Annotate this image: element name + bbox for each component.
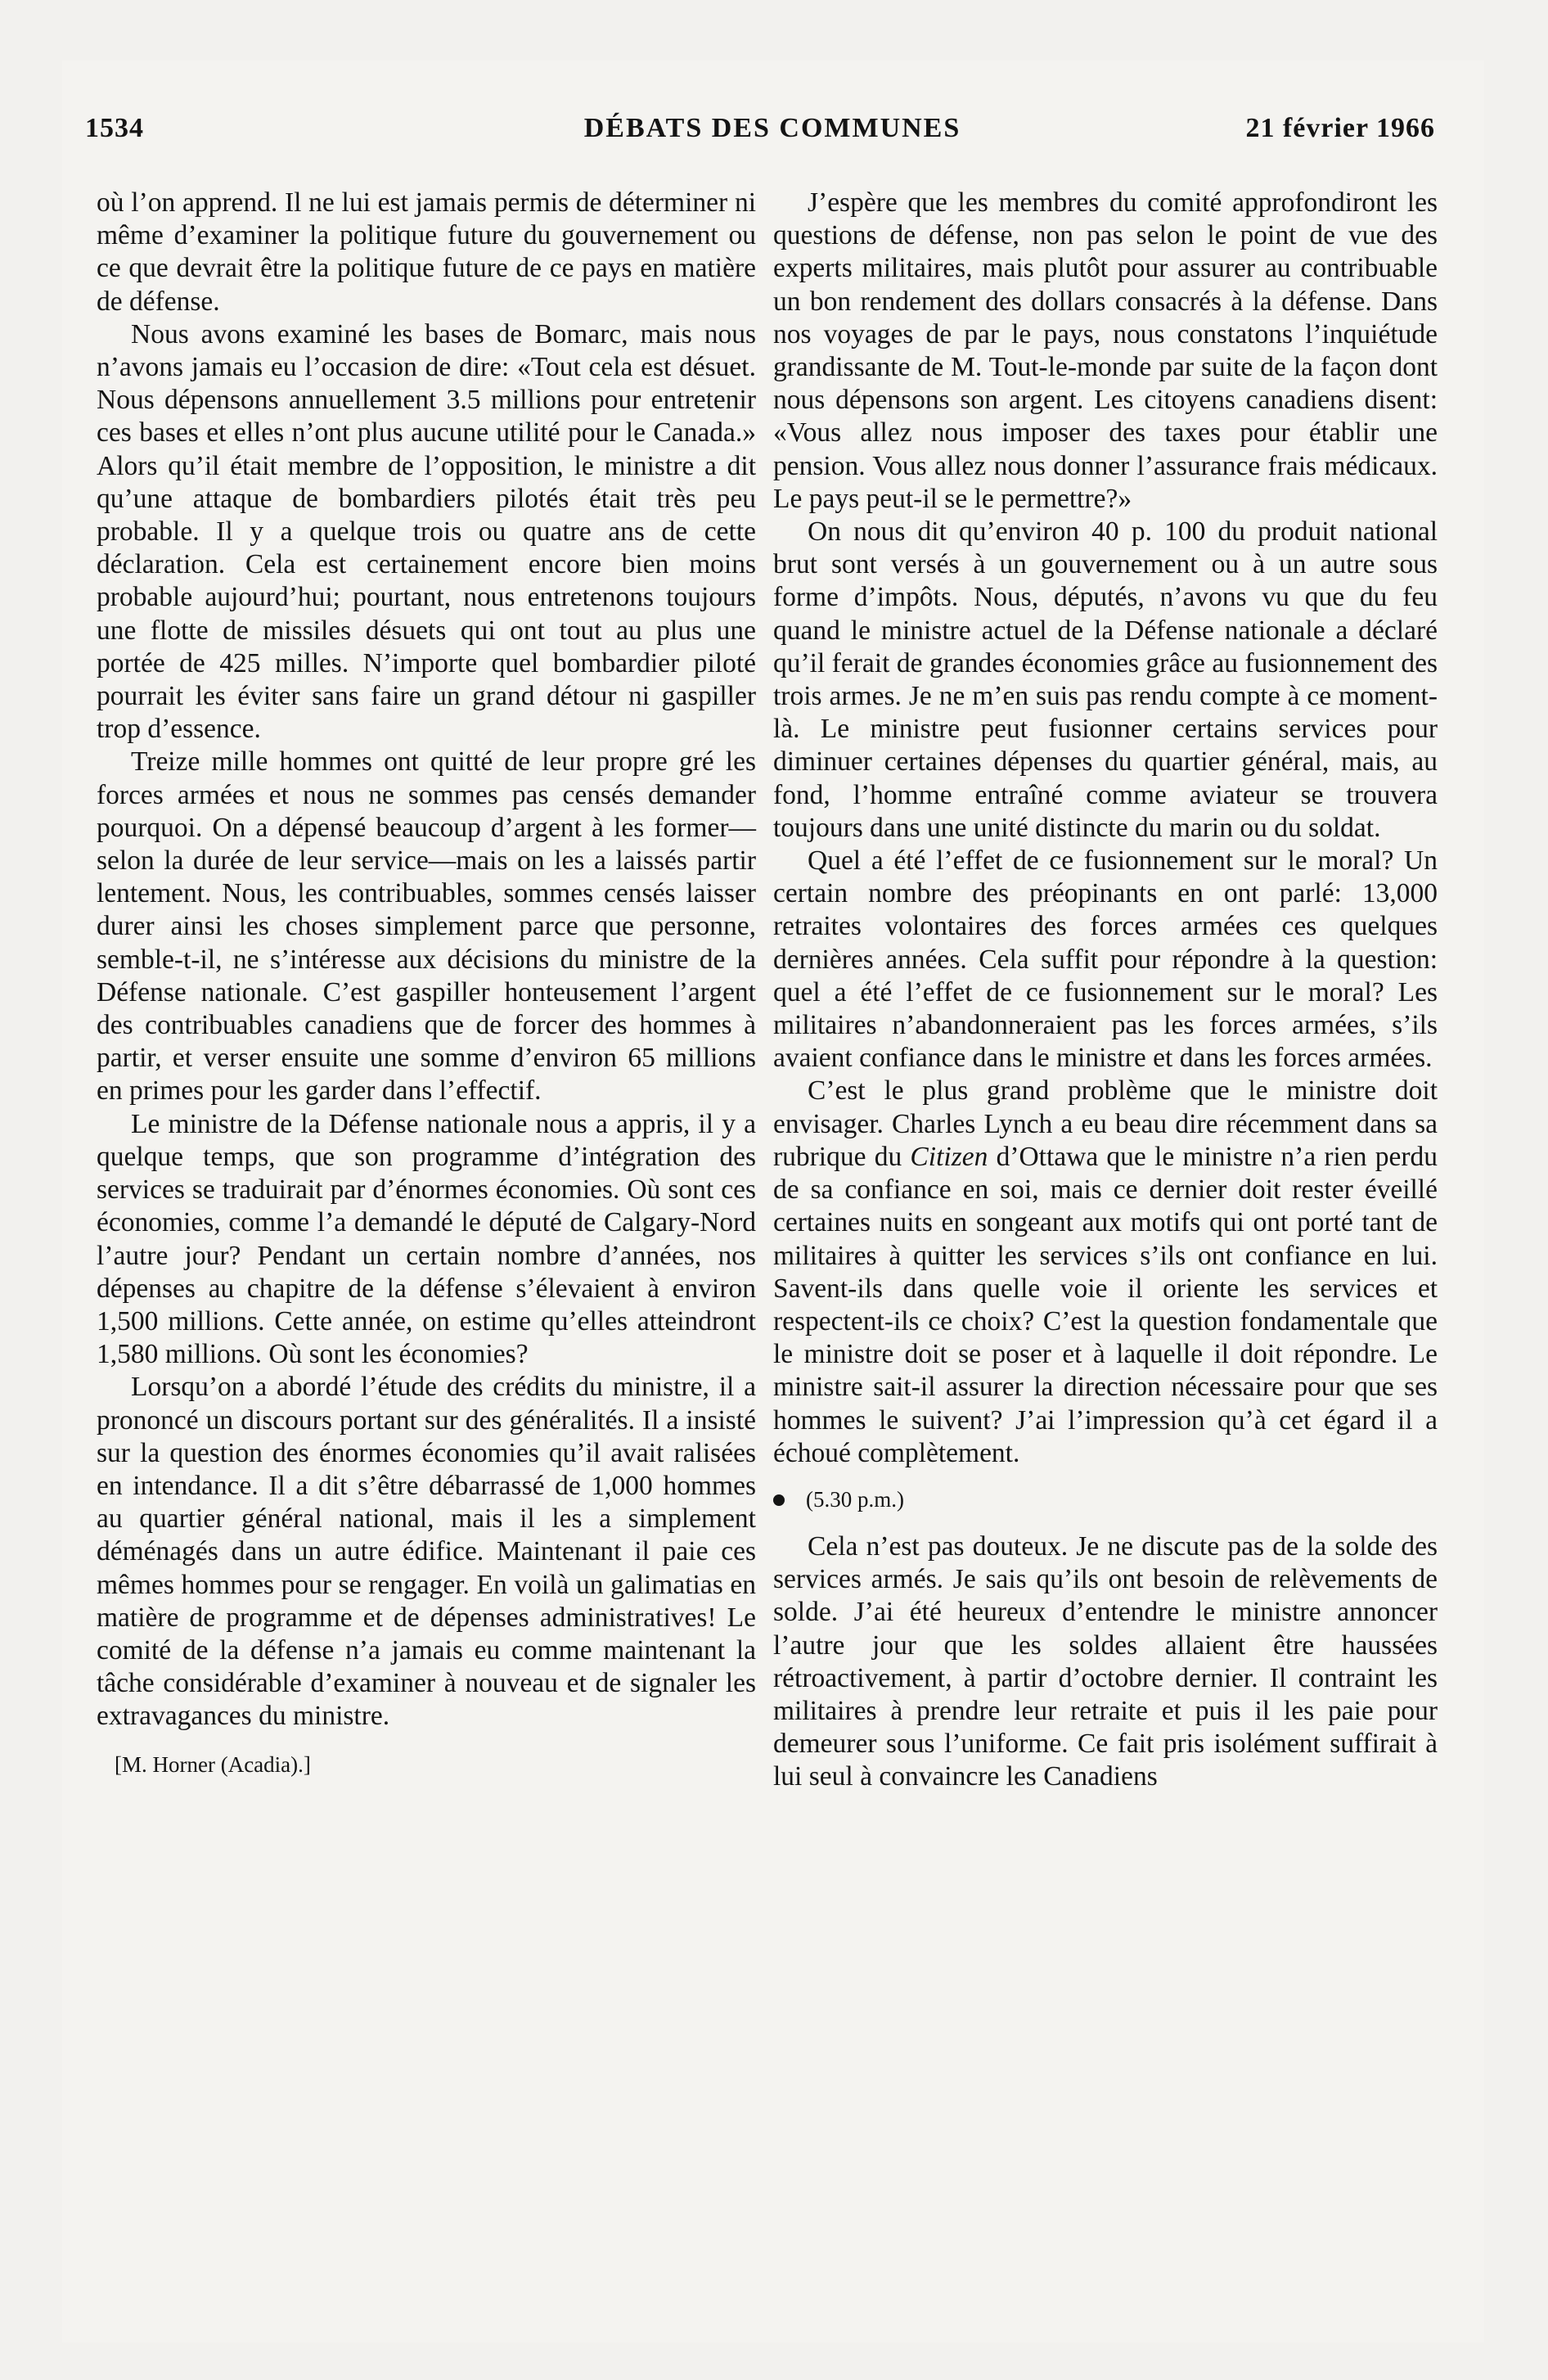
page-date: 21 février 1966 (1245, 113, 1435, 143)
paragraph: Le ministre de la Défense nationale nous a appris, il y a quelque temps, que son programme d’intégration des services se traduirait par d’énormes économies. Où sont ces économies, comme l’a demandé le député de Calgary-Nord l’autre jour? Pendant un certain nombre d’années, nos dépenses au chapitre de la défense s’élevaient à environ 1,500 millions. Cette année, on estime qu’elles atteindront 1,580 millions. Où sont les économies? (97, 1108, 756, 1370)
running-head (85, 113, 1435, 159)
paragraph: Nous avons examiné les bases de Bomarc, mais nous n’avons jamais eu l’occasion de dire: «Tout cela est désuet. Nous dépensons annuellement 3.5 millions pour entretenir ces bases et elles n’ont plus aucune utilité pour le Canada.» Alors qu’il était membre de l’opposition, le ministre a dit qu’une attaque de bombardiers pilotés était très peu probable. Il y a quelque trois ou quatre ans de cette déclaration. Cela est certainement encore bien moins probable aujourd’hui; pourtant, nous entretenons toujours une flotte de missiles désuets qui ont tout au plus une portée de 425 milles. N’importe quel bombardier piloté pourrait les éviter sans faire un grand détour ni gaspiller trop d’essence. (97, 318, 756, 745)
paragraph-text: C’est le plus grand problème que le ministre doit envisager. Charles Lynch a eu beau dire récemment dans sa rubrique du (773, 1075, 1438, 1172)
paragraph: Quel a été l’effet de ce fusionnement sur le moral? Un certain nombre des préopinants en ont parlé: 13,000 retraites volontaires des forces armées ces quelques dernières années. Cela suffit pour répondre à la question: quel a été l’effet de ce fusionnement sur le moral? Les militaires n’abandonneraient pas les forces armées, s’ils avaient confiance dans le ministre et dans les forces armées. (773, 845, 1438, 1074)
time-marker-text: (5.30 p.m.) (806, 1486, 904, 1512)
newspaper-title: Citizen (910, 1141, 988, 1172)
right-column (773, 187, 1438, 1794)
speaker-attribution: [M. Horner (Acadia).] (115, 1751, 311, 1777)
paragraph (773, 1075, 1438, 1469)
page-number: 1534 (85, 113, 144, 143)
paragraph: où l’on apprend. Il ne lui est jamais permis de déterminer ni même d’examiner la politique future du gouvernement ou ce que devrait être la politique future de ce pays en matière de défense. (97, 187, 756, 317)
paragraph: Treize mille hommes ont quitté de leur propre gré les forces armées et nous ne sommes pas censés demander pourquoi. On a dépensé beaucoup d’argent à les former—selon la durée de leur service—mais on les a laissés partir lentement. Nous, les contribuables, sommes censés laisser durer ainsi les choses simplement parce que personne, semble-t-il, ne s’intéresse aux décisions du ministre de la Défense nationale. C’est gaspiller honteusement l’argent des contribuables canadiens que de forcer des hommes à partir, et verser ensuite une somme d’environ 65 millions en primes pour les garder dans l’effectif. (97, 746, 756, 1107)
paragraph: J’espère que les membres du comité approfondiront les questions de défense, non pas selon le point de vue des experts militaires, mais plutôt pour assurer au contribuable un bon rendement des dollars consacrés à la défense. Dans nos voyages de par le pays, nous constatons l’inquiétude grandissante de M. Tout-le-monde par suite de la façon dont nous dépensons son argent. Les citoyens canadiens disent: «Vous allez nous imposer des taxes pour établir une pension. Vous allez nous donner l’assurance frais médicaux. Le pays peut-il se le permettre?» (773, 187, 1438, 514)
paragraph-text: d’Ottawa que le ministre n’a rien perdu de sa confiance en soi, mais ce dernier doit rester éveillé certaines nuits en songeant aux motifs qui ont porté tant de militaires à quitter les services s’ils ont confiance en lui. Savent-ils dans quelle voie il oriente les services et respectent-ils ce choix? C’est la question fondamentale que le ministre doit se poser et à laquelle il doit répondre. Le ministre sait-il assurer la direction nécessaire pour que ses hommes le suivent? J’ai l’impression qu’à cet égard il a échoué complètement. (773, 1141, 1438, 1468)
journal-title: DÉBATS DES COMMUNES (583, 113, 961, 143)
bullet-icon (773, 1494, 785, 1506)
paragraph: On nous dit qu’environ 40 p. 100 du produit national brut sont versés à un gouvernement ou à un autre sous forme d’impôts. Nous, députés, n’avons vu que du feu quand le ministre actuel de la Défense nationale a déclaré qu’il ferait de grandes économies grâce au fusionnement des trois armes. Je ne m’en suis pas rendu compte à ce moment-là. Le ministre peut fusionner certains services pour diminuer certaines dépenses du quartier général, mais, au fond, l’homme entraîné comme aviateur se trouvera toujours dans une unité distincte du marin ou du soldat. (773, 516, 1438, 843)
time-marker (773, 1486, 1438, 1512)
paragraph: Lorsqu’on a abordé l’étude des crédits du ministre, il a prononcé un discours portant sur des généralités. Il a insisté sur la question des énormes économies qu’il avait ralisées en intendance. Il a dit s’être débarrassé de 1,000 hommes au quartier général national, mais il les a simplement déménagés dans un autre édifice. Maintenant il paie ces mêmes hommes pour se rengager. En voilà un galimatias en matière de programme et de dépenses administratives! Le comité de la défense n’a jamais eu comme maintenant la tâche considérable d’examiner à nouveau et de signaler les extravagances du ministre. (97, 1372, 756, 1732)
paragraph: Cela n’est pas douteux. Je ne discute pas de la solde des services armés. Je sais qu’ils ont besoin de relèvements de solde. J’ai été heureux d’entendre le ministre annoncer l’autre jour que les soldes allaient être haussées rétroactivement, à partir d’octobre dernier. Il contraint les militaires à prendre leur retraite et puis il les paie pour demeurer sous l’uniforme. Ce fait pris isolément suffirait à lui seul à convaincre les Canadiens (773, 1530, 1438, 1792)
left-column (97, 187, 756, 1778)
